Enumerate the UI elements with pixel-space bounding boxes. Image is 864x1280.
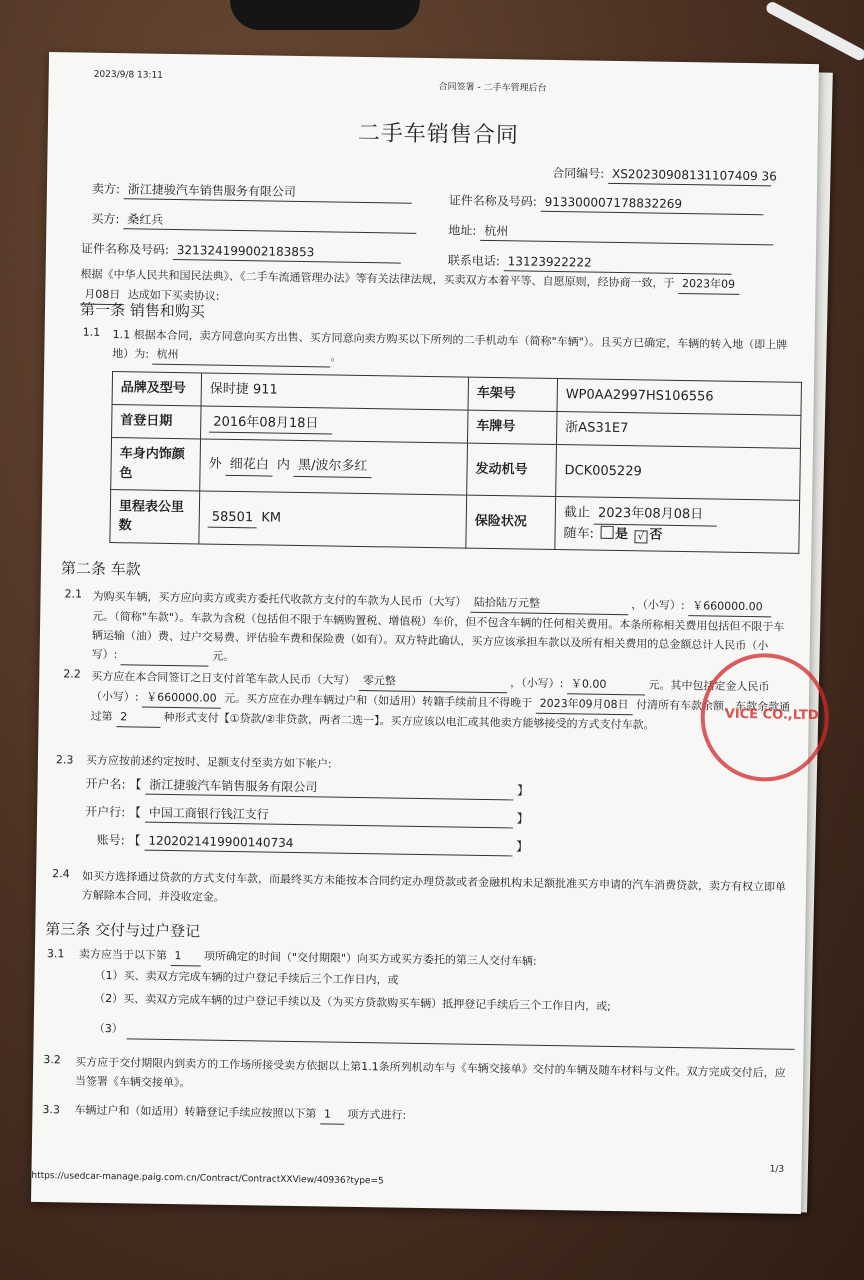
buyer-name: 桑红兵 [123,210,416,234]
transfer-place: 杭州 [152,345,330,368]
insurance-until-label: 截止 [563,505,591,521]
intro-part-2: 达成如下买卖协议: [127,288,220,303]
reg-date-value: 2016年08月18日 [209,412,332,434]
address-row [448,221,773,245]
seller-name: 浙江捷骏汽车销售服务有限公司 [124,180,412,204]
phone-label: 联系电话: [447,253,501,269]
clause-2-2-num: 2.2 [63,667,81,681]
transfer-item: 1 [320,1106,344,1124]
payment-method: 2 [116,707,160,728]
page-number: 1/3 [769,1164,785,1175]
table-row [110,490,800,554]
bank-name: 中国工商银行钱江支行 [145,804,513,829]
insurance-label: 保险状况 [466,495,556,549]
delivery-option-3-blank [126,1021,794,1049]
address-value: 杭州 [480,222,773,246]
first-payment-words: 零元整 [359,671,507,693]
yes-label: 是 [614,526,629,542]
contract-no-label: 合同编号: [552,165,605,181]
clause-2-1 [91,587,792,676]
seal-text: VICE CO.,LTD [724,706,819,724]
article-2-title: 第二条 车款 [60,559,141,579]
clause-3-3-a: 车辆过户和（如适用）转籍登记手续应按照以下第 [74,1103,317,1121]
dark-object [230,0,420,30]
final-payment-date: 2023年09月08日 [535,694,632,716]
first-payment-figures: ￥0.00 [567,674,645,695]
clause-2-4-num: 2.4 [52,867,70,881]
account-name-label: 开户名: [85,776,126,792]
clause-2-2 [90,667,791,738]
deposit-amount: ￥660000.00 [142,688,221,709]
vehicle-table [109,371,802,554]
seller-id-label: 证件名称及号码: [448,193,537,209]
delivery-option-2: （2）买、卖双方完成车辆的过户登记手续以及（为买方贷款购买车辆）抵押登记手续后三个工作日内，或; [94,991,611,1013]
clause-3-3 [74,1103,406,1126]
buyer-id: 321324199002183853 [173,241,401,264]
contract-no-row [552,164,777,186]
article-3-title: 第三条 交付与过户登记 [45,920,201,941]
clause-3-2-num: 3.2 [43,1053,61,1067]
seller-row [92,180,412,204]
buyer-row [91,210,416,234]
vin-label: 车架号 [468,377,557,411]
delivery-option-3 [94,1021,795,1050]
mileage-label: 里程表公里数 [110,490,200,544]
account-no-label: 账号: [96,832,125,848]
intro-date-day: 月08日 [80,285,124,306]
clause-3-1-num: 3.1 [46,947,65,961]
contract-page [31,52,819,1214]
clause-3-2-text: 买方应于交付期限内到卖方的工作场所接受卖方依据以上第1.1条所列机动车与《车辆交接单》交付的车辆及随车材料与文件。双方完成交付后，应当签署《车辆交接单》。 [74,1055,786,1090]
no-checkbox: √ [634,530,647,543]
total-blank [121,645,209,666]
intro-date-year: 2023年09 [678,274,739,295]
address-label: 地址: [448,223,477,238]
clause-2-2-b: ，（小写）: [510,676,564,691]
interior-prefix: 内 [276,457,291,474]
vin-value: WP0AA2997HS106556 [557,379,801,415]
buyer-id-label: 证件名称及号码: [80,241,170,257]
clause-3-3-num: 3.3 [42,1103,61,1117]
article-1-title: 第一条 销售和购买 [79,300,205,321]
no-label: 否 [649,527,663,543]
clause-2-1-num: 2.1 [64,587,83,601]
bracket-left: 【 [128,833,141,848]
clause-3-1-b: 项所确定的时间（"交付期限"）向买方或买方委托的第三人交付车辆: [203,949,537,968]
account-no-row [97,831,529,857]
reg-date-label: 首登日期 [112,404,202,439]
color-value [200,439,468,495]
buyer-label: 买方: [91,211,120,227]
clause-1-1-text: 1.1 根据本合同，卖方同意向买方出售、买方同意向卖方购买以下所列的二手机动车（简称"车辆"）。且买方已确定，车辆的转入地（即上牌地）为: [112,328,788,361]
bracket-left: 【 [128,805,142,820]
insurance-follow-label: 随车: [563,525,595,542]
delivery-option-3-label: （3） [93,1021,123,1036]
mileage-value: 58501 [208,507,258,528]
interior-color: 黑/波尔多红 [294,456,372,478]
brand-value: 保时捷 911 [201,373,468,410]
bracket-right: 】 [516,839,529,854]
insurance-until-date: 2023年08月08日 [594,504,717,526]
clause-2-1-d: 元。 [212,649,235,664]
clause-2-1-c: 元。（简称"车款"）。车款为含税（包括但不限于车辆购置税、增值税）车价，但不包含车辆的任何相关费用。本条所称相关费用包括但不限于车辆运输（油）费、过户交易费、评估验车费和保险费（如有）。双方特此确认，买方应该承担车款以及所有相关费用的总金额总计人民币（小写）: [91,609,785,662]
brand-label: 品牌及型号 [112,372,201,406]
delivery-option-1: （1）买、卖双方完成车辆的过户登记手续后三个工作日内，或 [94,968,399,987]
yes-checkbox [600,525,613,538]
price-in-figures: ￥660000.00 [688,596,771,617]
contract-title: 二手车销售合同 [357,120,520,149]
clause-2-3-text: 买方应按前述约定按时、足额支付至卖方如下帐户: [85,753,332,771]
seller-id: 913300007178832269 [541,193,764,216]
clause-2-2-e: 付清所有车款余额，车款余款通过第 [90,698,791,724]
footer-url: https://usedcar-manage.paig.com.cn/Contract/ContractXXView/40936?type=5 [31,1170,384,1187]
print-page-title: 合同签署 - 二手车管理后台 [438,82,547,94]
clause-2-2-f: 种形式支付【①贷款/②非贷款，两者二选一】。买方应该以电汇或其他卖方能够接受的方式支付车款。 [163,710,655,732]
color-label: 车身内饰颜色 [111,438,201,491]
clause-2-1-a: 为购买车辆，买方应向卖方或卖方委托代收款方支付的车款为人民币（大写） [92,589,467,609]
plate-value: 浙AS31E7 [556,411,800,448]
account-name-row [85,775,529,801]
plate-label: 车牌号 [467,410,557,445]
contract-no: XS20230908131107409 36 [608,165,771,187]
account-no: 1202021419900140734 [144,832,512,857]
seller-id-row [449,191,764,215]
clause-3-3-b: 项方式进行: [347,1107,407,1122]
white-cable [764,0,864,62]
bracket-left: 【 [129,777,142,792]
account-name: 浙江捷骏汽车销售服务有限公司 [145,776,513,801]
clause-2-4-text: 如买方选择通过贷款的方式支付车款，而最终买方未能按本合同约定办理贷款或者金融机构未足额批准买方申请的汽车消费贷款，卖方有权立即单方解除本合同，并没收定金。 [81,869,787,904]
clause-2-3-num: 2.3 [55,753,74,767]
clause-2-1-b: ，（小写）: [631,598,685,613]
print-datetime: 2023/9/8 13:11 [93,69,164,81]
insurance-value [555,497,800,554]
mileage-unit: KM [261,510,282,526]
clause-3-1 [79,947,537,972]
delivery-item: 1 [170,948,200,966]
clause-2-2-a: 买方应在本合同签订之日支付首笔车款人民币（大写） [91,669,356,687]
clause-1-1: 1.1 根据本合同，卖方同意向买方出售、买方同意向卖方购买以下所列的二手机动车（简称"车辆"）。且买方已确定，车辆的转入地（即上牌地）为: 杭州 。 [112,325,793,375]
buyer-id-row [81,240,401,264]
intro-part-1: 根据《中华人民共和国民法典》、《二手车流通管理办法》等有关法律法规，买卖双方本着平等、自愿原则，经协商一致，于 [80,267,675,290]
price-in-words: 陆拾陆万元整 [470,593,628,615]
clause-1-1-num: 1.1 [82,325,101,339]
clause-2-2-d: 元。买方应在办理车辆过户和（如适用）转籍手续前且不得晚于 [224,691,533,710]
engine-value: DCK005229 [556,445,801,501]
bank-label: 开户行: [85,804,126,820]
seller-label: 卖方: [91,181,121,197]
phone-value: 13123922222 [504,252,732,275]
bank-row [85,803,529,829]
clause-3-1-a: 卖方应当于以下第 [78,947,168,962]
clause-2-2-c: 元。其中包括定金人民币（小写）: [90,678,770,704]
bracket-right: 】 [516,811,529,826]
engine-label: 发动机号 [467,443,557,496]
bracket-right: 】 [516,783,530,798]
exterior-color: 细花白 [226,455,273,476]
exterior-prefix: 外 [208,456,222,473]
